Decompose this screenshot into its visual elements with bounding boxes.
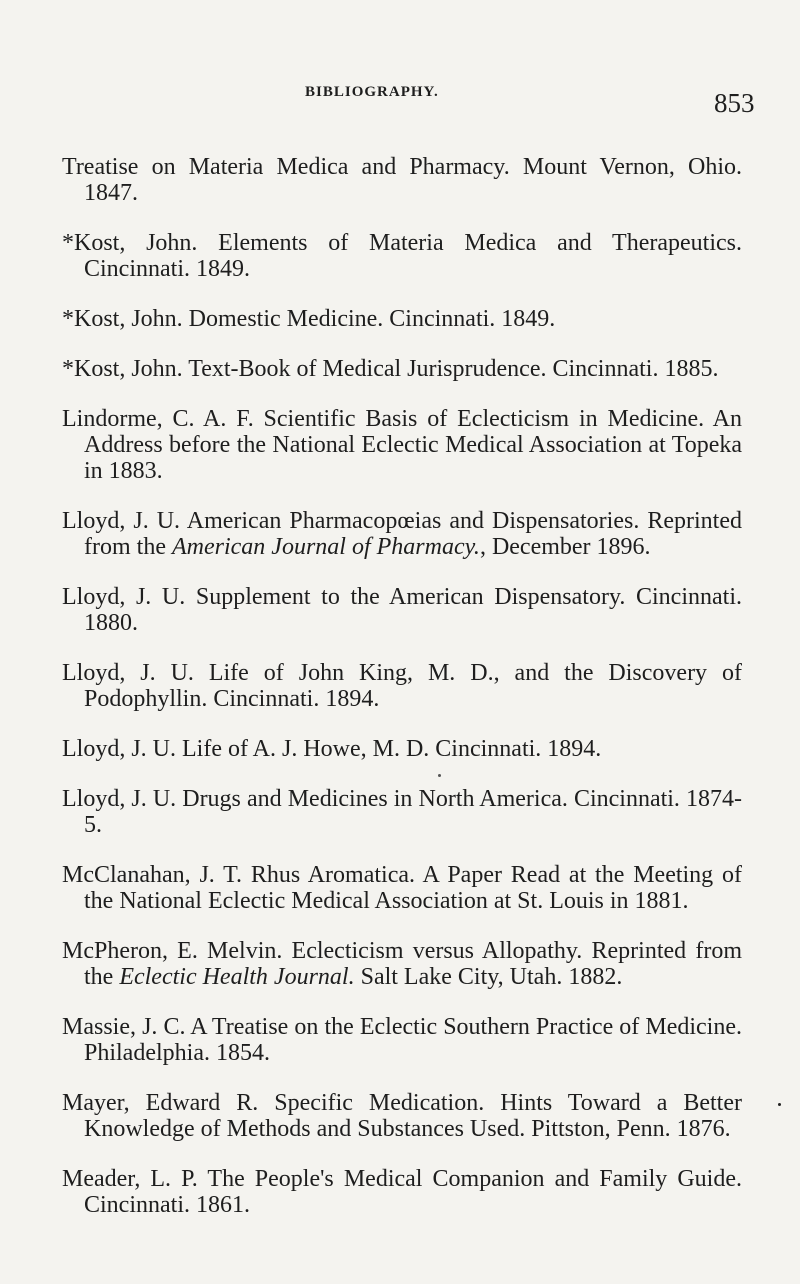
bibliography-entry: Massie, J. C. A Treatise on the Eclectic Southern Practice of Medicine. Philadelphia. 1854.	[62, 1014, 742, 1066]
bibliography-list	[62, 130, 742, 1226]
bibliography-entry: Lloyd, J. U. Supplement to the American Dispensatory. Cincinnati. 1880.	[62, 584, 742, 636]
bibliography-entry: *Kost, John. Text-Book of Medical Jurisprudence. Cincinnati. 1885.	[62, 356, 719, 382]
bibliography-entry: Lloyd, J. U. Drugs and Medicines in North America. Cincinnati. 1874-5.	[62, 786, 742, 838]
running-head: BIBLIOGRAPHY.	[305, 84, 439, 100]
bibliography-entry: *Kost, John. Domestic Medicine. Cincinnati. 1849.	[62, 306, 556, 332]
bibliography-entry: Treatise on Materia Medica and Pharmacy. Mount Vernon, Ohio. 1847.	[62, 154, 742, 206]
bibliography-entry: Lloyd, J. U. Life of John King, M. D., and the Discovery of Podophyllin. Cincinnati. 1894.	[62, 660, 742, 712]
journal-title: Eclectic Health Journal.	[119, 964, 355, 990]
print-speck	[778, 1103, 781, 1106]
print-speck	[438, 774, 441, 777]
bibliography-entry: Lloyd, J. U. American Pharmacopœias and Dispensatories. Reprinted from the American Journal of Pharmacy., December 1896.	[62, 508, 742, 560]
bibliography-entry: Lindorme, C. A. F. Scientific Basis of Eclecticism in Medicine. An Address before the National Eclectic Medical Association at Topeka in 1883.	[62, 406, 742, 484]
bibliography-entry: Meader, L. P. The People's Medical Companion and Family Guide. Cincinnati. 1861.	[62, 1166, 742, 1218]
bibliography-entry: *Kost, John. Elements of Materia Medica and Therapeutics. Cincinnati. 1849.	[62, 230, 742, 282]
bibliography-entry: McPheron, E. Melvin. Eclecticism versus Allopathy. Reprinted from the Eclectic Health Journal. Salt Lake City, Utah. 1882.	[62, 938, 742, 990]
bibliography-entry: Lloyd, J. U. Life of A. J. Howe, M. D. Cincinnati. 1894.	[62, 736, 602, 762]
journal-title: American Journal of Pharmacy.	[171, 534, 480, 560]
bibliography-entry: Mayer, Edward R. Specific Medication. Hints Toward a Better Knowledge of Methods and Substances Used. Pittston, Penn. 1876.	[62, 1090, 742, 1142]
bibliography-entry: McClanahan, J. T. Rhus Aromatica. A Paper Read at the Meeting of the National Eclectic Medical Association at St. Louis in 1881.	[62, 862, 742, 914]
page-number: 853	[714, 88, 755, 118]
